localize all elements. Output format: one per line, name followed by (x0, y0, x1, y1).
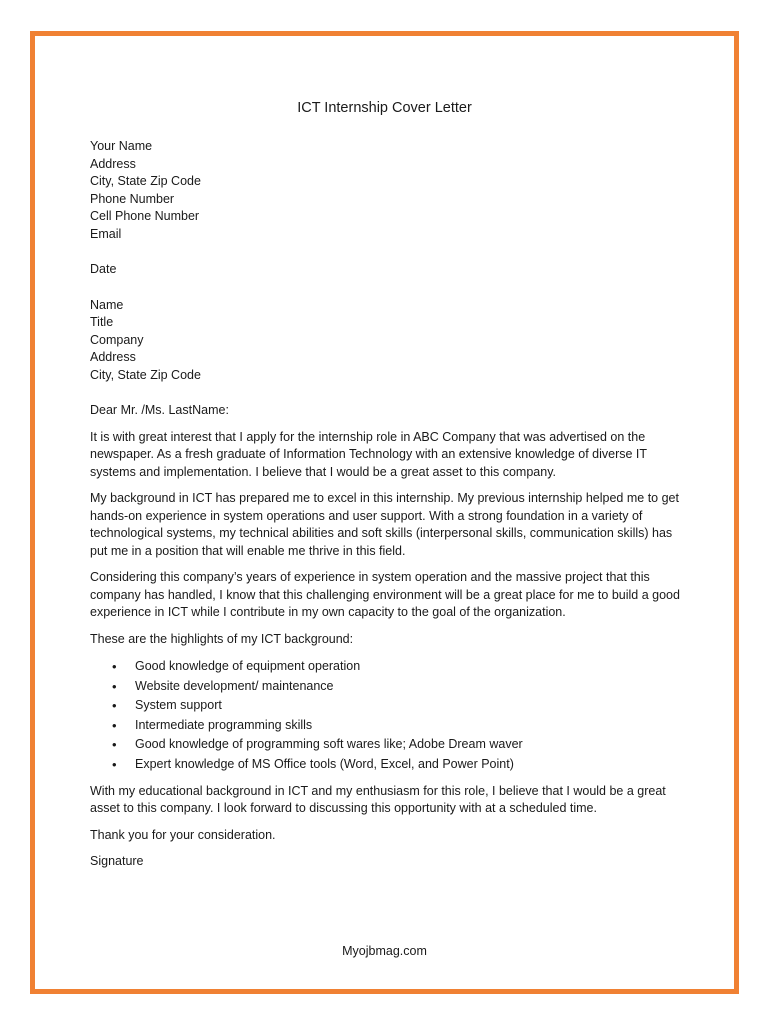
body-paragraph: Considering this company’s years of experience in system operation and the massive project that this company has handled, I know that this challenging environment will be a great place for me to build a good experience in ICT while I contribute in my own capacity to the goal of the organization. (90, 570, 680, 619)
sender-line: Phone Number (90, 191, 175, 206)
list-item: • Intermediate programming skills (90, 716, 690, 736)
salutation: Dear Mr. /Ms. LastName: (90, 403, 229, 417)
list-item: • Good knowledge of programming soft wares like; Adobe Dream waver (90, 735, 690, 755)
highlights-intro: These are the highlights of my ICT background: (90, 631, 354, 646)
recipient-line: City, State Zip Code (90, 367, 201, 382)
sender-line: Your Name (90, 139, 153, 153)
letter-body (90, 138, 690, 880)
recipient-line: Name (90, 297, 124, 312)
closing-paragraph: With my educational background in ICT and my enthusiasm for this role, I believe that I would be a great asset to this company. I look forward to discussing this opportunity with at a scheduled time. (90, 783, 666, 816)
letter-date (90, 261, 690, 279)
sender-address (90, 138, 690, 243)
body-paragraph: It is with great interest that I apply for the internship role in ABC Company that was advertised on the newspaper. As a fresh graduate of Information Technology with an extensive knowledge of diverse IT systems and implementation. I believe that I would be a great asset to this company. (90, 429, 647, 479)
sender-line: City, State Zip Code (90, 174, 201, 188)
highlights-list (90, 657, 690, 775)
footer-site: Myojbmag.com (342, 944, 427, 958)
date-line: Date (90, 262, 117, 276)
page-frame (30, 31, 739, 994)
recipient-line: Address (90, 350, 136, 364)
recipient-address (90, 297, 690, 385)
signature: Signature (90, 854, 144, 869)
body-paragraph: My background in ICT has prepared me to excel in this internship. My previous internship helped me to get hands-on experience in system operations and user support. With a strong foundation in a variety of technological systems, my technical abilities and soft skills (interpersonal skills, communication skills) has put me in a position that will enable me thrive in this field. (90, 491, 679, 558)
recipient-line: Title (90, 315, 114, 329)
list-item: • System support (90, 696, 690, 716)
sender-line: Address (90, 156, 136, 171)
thank-you-line: Thank you for your consideration. (90, 827, 276, 842)
list-item: • Website development/ maintenance (90, 677, 690, 697)
list-item: • Expert knowledge of MS Office tools (Word, Excel, and Power Point) (90, 755, 690, 775)
recipient-line: Company (90, 332, 144, 347)
list-item: • Good knowledge of equipment operation (90, 657, 690, 677)
document-title: ICT Internship Cover Letter (297, 100, 472, 116)
sender-line: Cell Phone Number (90, 209, 200, 223)
sender-line: Email (90, 226, 122, 241)
